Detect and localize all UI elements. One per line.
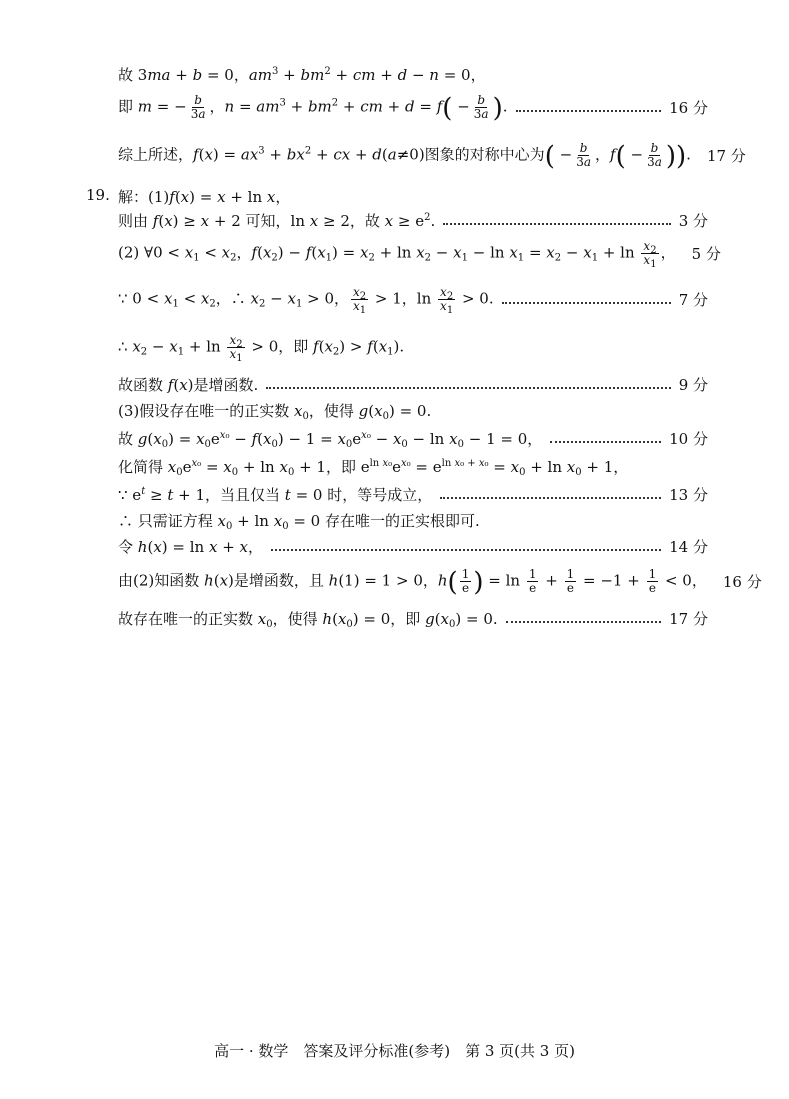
solution-line — [118, 141, 746, 172]
score-label: 14 分 — [669, 538, 708, 556]
score-label: 13 分 — [669, 486, 708, 504]
dot-leader — [516, 110, 662, 112]
math-text: 则由 f(x) ≥ x + 2 可知，ln x ≥ 2，故 $x \ge e^2$. — [118, 212, 436, 230]
math-text: 故 $g(x_0) = x_0e^{x_0} - f(x_0) - 1 = x_0e^{x_0} - x_0 - \ln x_0 - 1 = 0$， — [118, 430, 543, 450]
solution-line — [118, 484, 708, 505]
math-text: ∴ $x_2 - x_1 + \ln$ $\frac{x_2}{x_1}$ > 0，即 $f(x_2) > f(x_1)$. — [118, 333, 405, 364]
score-label: 3 分 — [678, 212, 708, 230]
dot-leader — [506, 621, 661, 623]
solution-line — [118, 186, 708, 207]
solution-line — [118, 210, 708, 231]
solution-line — [118, 333, 708, 364]
math-text: 故函数 f(x)是增函数. — [118, 376, 259, 394]
math-text: 即 m = − $\frac{b}{3a}$ ，$n = am^3 + bm^2$ + cm + d = f( − $\frac{b}{3a}$ ). — [118, 93, 508, 124]
score-label: 9 分 — [678, 376, 708, 394]
math-text: 化简得 $x_0e^{x_0} = x_0 + \ln x_0 + 1$，即 $e^{ln x_0}e^{x_0} = e^{ln x_0 + x_0} = x_0 + \ln x_0 + 1$， — [118, 458, 629, 478]
math-text: ∵ $0 < x_1 < x_2$，∴ $x_2 - x_1 > 0$， $\frac{x_2}{x_1}$ > 1，ln $\frac{x_2}{x_1}$ > 0. — [118, 285, 494, 316]
solution-line — [118, 536, 708, 557]
dot-leader — [550, 441, 661, 443]
math-text: 故存在唯一的正实数 $x_0$，使得 $h(x_0) = 0$，即 $g(x_0) = 0$. — [118, 610, 498, 630]
solution-line — [118, 400, 708, 421]
math-text: 令 h(x) = ln x + x， — [118, 538, 264, 556]
math-text: ∵ $e^t \ge t + 1$，当且仅当 t = 0 时，等号成立， — [118, 486, 433, 504]
score-label: 5 分 — [691, 245, 721, 263]
solution-line — [118, 510, 708, 531]
score-label: 16 分 — [669, 99, 708, 117]
dot-leader — [271, 549, 661, 551]
solution-line — [118, 93, 708, 124]
solution-line — [118, 567, 762, 598]
math-text: (3)假设存在唯一的正实数 $x_0$，使得 $g(x_0) = 0$. — [118, 402, 432, 422]
dot-leader — [440, 497, 661, 499]
math-text: 综上所述，$f(x) = ax^3 + bx^2$ + cx + d(a≠0)图象的对称中心为( − $\frac{b}{3a}$ ，f( − $\frac{b}{3a}$ )). — [118, 141, 691, 172]
dot-leader — [502, 302, 671, 304]
score-label: 17 分 — [669, 610, 708, 628]
math-text: ∴ 只需证方程 $x_0 + \ln x_0 = 0$ 存在唯一的正实根即可. — [118, 512, 480, 532]
solution-line — [118, 64, 708, 85]
solution-line — [118, 239, 721, 270]
math-text: (2) ∀0 < $x_1 < x_2$，$f(x_2) - f(x_1) = x_2 + \ln x_2 - x_1 - \ln x_1 = x_2 - x_1 + \ln$ $\frac{x_2}{x_1}$ ， — [118, 239, 676, 270]
math-text: 由(2)知函数 h(x)是增函数，且 h(1) = 1 > 0，h( $\frac{1}{e}$ ) = ln $\frac{1}{e}$ + $\frac{1}{e}$ = −1 + $\frac{1}{e}$ < 0， — [118, 567, 707, 598]
solution-line — [118, 428, 708, 449]
score-label: 16 分 — [722, 573, 762, 591]
dot-leader — [443, 223, 670, 225]
question-number: 19. — [86, 186, 110, 204]
score-label: 10 分 — [669, 430, 708, 448]
solution-line — [118, 374, 708, 395]
math-text: 故 3ma + b = 0，$am^3 + bm^2$ + cm + d − n = 0， — [118, 66, 486, 84]
math-text: 解：(1)f(x) = x + ln x， — [118, 188, 291, 206]
dot-leader — [266, 387, 670, 389]
score-label: 17 分 — [706, 147, 746, 165]
solution-line — [118, 285, 708, 316]
page-footer: 高一 · 数学 答案及评分标准(参考) 第 3 页(共 3 页) — [214, 1042, 575, 1060]
solution-line — [118, 456, 708, 477]
solution-line — [118, 608, 708, 629]
score-label: 7 分 — [678, 291, 708, 309]
